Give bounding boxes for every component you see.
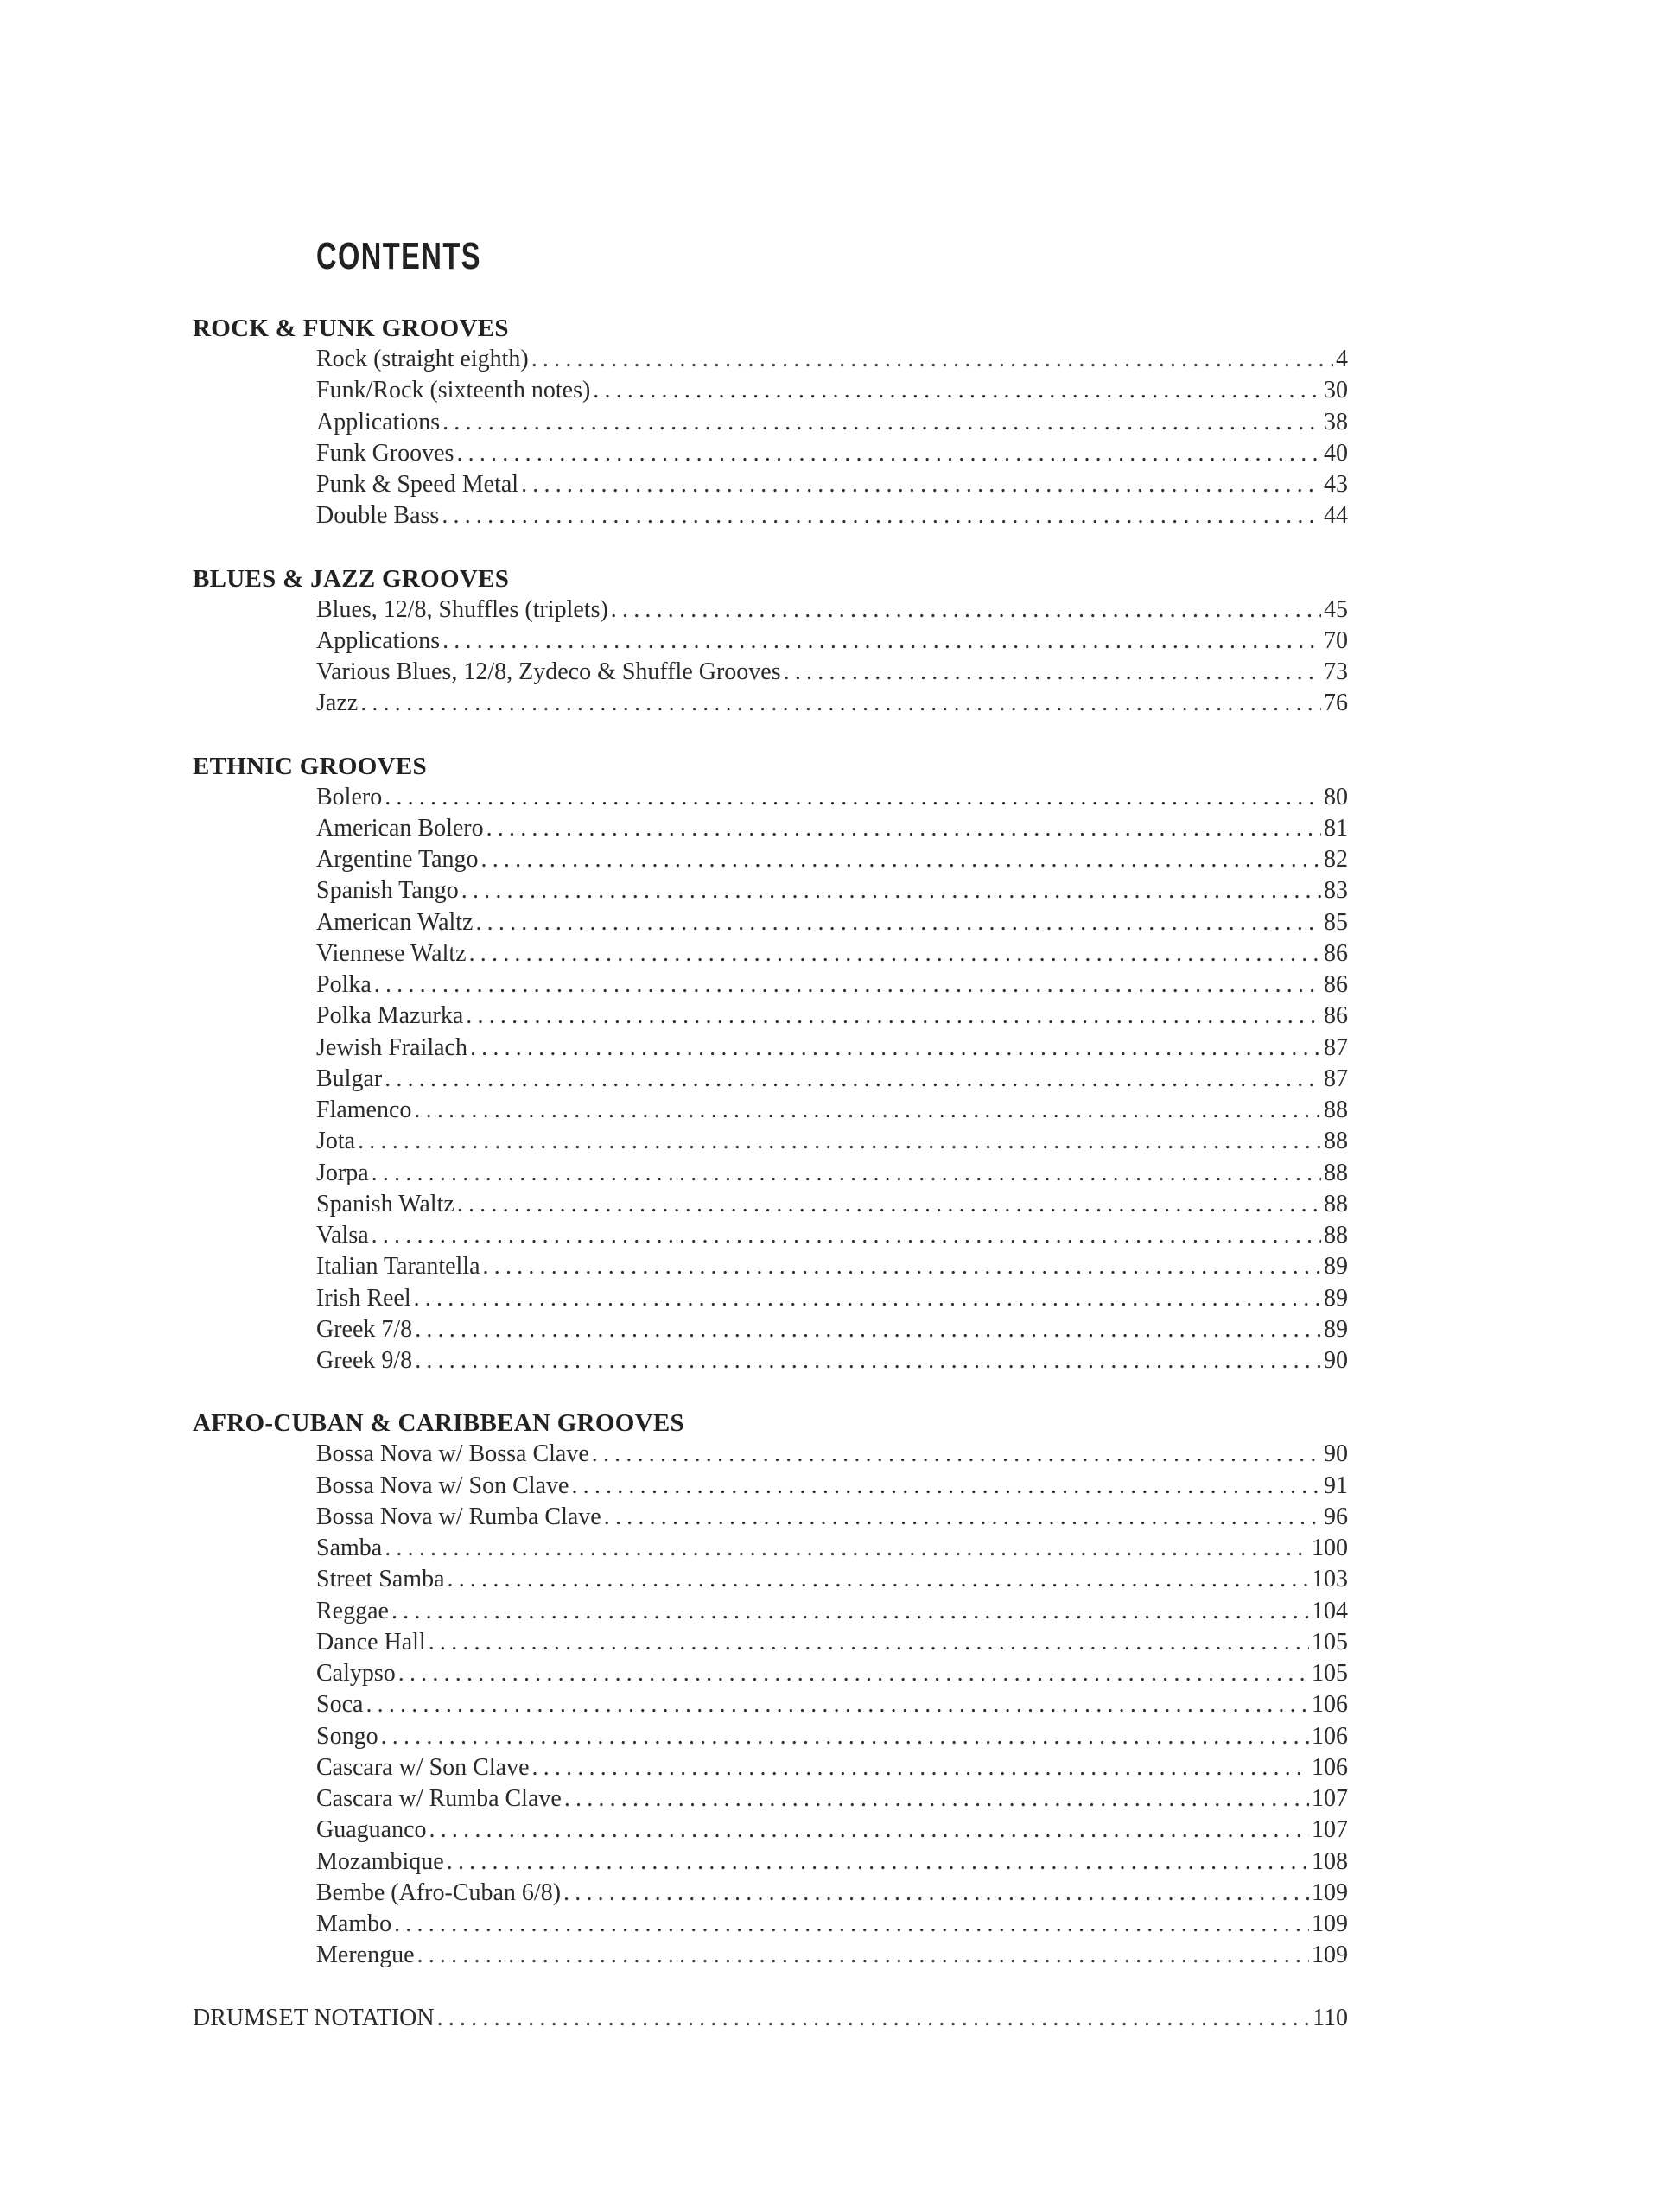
toc-entry-label: Polka Mazurka	[316, 1002, 464, 1030]
toc-entry[interactable]	[193, 1033, 1348, 1064]
toc-entry-page-number: 105	[1312, 1660, 1348, 1687]
toc-entry[interactable]	[193, 688, 1348, 719]
toc-section	[193, 1408, 1348, 1971]
toc-entry-page-number: 103	[1312, 1566, 1348, 1593]
dot-leader	[564, 1783, 1309, 1815]
toc-entry-label: Street Samba	[316, 1566, 445, 1593]
toc-entry[interactable]	[193, 657, 1348, 688]
dot-leader	[398, 1658, 1309, 1689]
toc-entry[interactable]	[193, 875, 1348, 906]
toc-entry-label: American Waltz	[316, 908, 474, 936]
section-heading: BLUES & JAZZ GROOVES	[193, 564, 510, 593]
toc-entry-page-number: 40	[1324, 439, 1348, 467]
toc-entry[interactable]	[193, 938, 1348, 969]
toc-entry-label: Mozambique	[316, 1847, 444, 1875]
toc-entry-label: DRUMSET NOTATION	[193, 2004, 435, 2031]
dot-leader	[611, 594, 1321, 626]
section-gap	[193, 1376, 1348, 1408]
toc-entry-label: Funk/Rock (sixteenth notes)	[316, 377, 591, 404]
toc-entry[interactable]	[193, 1627, 1348, 1658]
toc-entry-label: Soca	[316, 1691, 364, 1719]
toc-entry-label: Dance Hall	[316, 1628, 426, 1656]
dot-leader	[385, 1064, 1321, 1095]
toc-entry[interactable]	[193, 469, 1348, 500]
toc-entry[interactable]	[193, 907, 1348, 938]
toc-entry-page-number: 110	[1313, 2004, 1348, 2031]
toc-entry-label: Polka	[316, 971, 372, 998]
dot-leader	[414, 1283, 1321, 1314]
dot-leader	[365, 1689, 1309, 1720]
section-gap	[193, 1972, 1348, 2003]
toc-entry-label: Jorpa	[316, 1159, 369, 1186]
dot-leader	[437, 2003, 1310, 2034]
toc-entry-label: Double Bass	[316, 502, 440, 530]
toc-entry-label: Funk Grooves	[316, 439, 454, 467]
toc-entry-page-number: 88	[1324, 1128, 1348, 1155]
toc-entry-label: Calypso	[316, 1660, 396, 1687]
dot-leader	[604, 1502, 1321, 1533]
toc-entry-label: Merengue	[316, 1942, 415, 1969]
toc-entry-page-number: 107	[1312, 1785, 1348, 1812]
dot-leader	[372, 1158, 1321, 1189]
toc-entry-page-number: 109	[1312, 1878, 1348, 1906]
toc-entry-page-number: 109	[1312, 1942, 1348, 1969]
dot-leader	[470, 1033, 1321, 1064]
toc-entry-drumset-notation[interactable]	[193, 2003, 1348, 2034]
dot-leader	[447, 1847, 1309, 1878]
toc-entry-page-number: 81	[1324, 814, 1348, 842]
toc-entry[interactable]	[193, 782, 1348, 813]
toc-entry-label: Jewish Frailach	[316, 1033, 467, 1061]
dot-leader	[385, 1533, 1309, 1564]
toc-entry[interactable]	[193, 1502, 1348, 1533]
toc-entry[interactable]	[193, 375, 1348, 406]
dot-leader	[483, 1251, 1321, 1282]
toc-entry-page-number: 86	[1324, 971, 1348, 998]
toc-entry-page-number: 88	[1324, 1159, 1348, 1186]
dot-leader	[442, 407, 1321, 438]
toc-entry[interactable]	[193, 1909, 1348, 1940]
toc-entry-page-number: 38	[1324, 408, 1348, 435]
page-title: CONTENTS	[316, 235, 481, 277]
dot-leader	[391, 1596, 1309, 1627]
dot-leader	[385, 782, 1321, 813]
dot-leader	[592, 1439, 1321, 1470]
dot-leader	[442, 626, 1321, 657]
toc-entry-label: Bossa Nova w/ Son Clave	[316, 1471, 569, 1499]
toc-entry-label: Punk & Speed Metal	[316, 471, 519, 498]
toc-entry[interactable]	[193, 1001, 1348, 1032]
toc-entry-page-number: 82	[1324, 846, 1348, 873]
toc-entry-label: Bulgar	[316, 1065, 383, 1092]
section-heading: ROCK & FUNK GROOVES	[193, 315, 509, 342]
toc-entry-label: Reggae	[316, 1597, 389, 1624]
toc-entry-page-number: 88	[1324, 1096, 1348, 1123]
toc-entry-page-number: 89	[1324, 1284, 1348, 1312]
toc-entry[interactable]	[193, 1158, 1348, 1189]
section-heading: AFRO-CUBAN & CARIBBEAN GROOVES	[193, 1409, 684, 1438]
toc-entry-page-number: 91	[1324, 1471, 1348, 1499]
toc-entry-label: Argentine Tango	[316, 846, 479, 873]
toc-entry[interactable]	[193, 1439, 1348, 1470]
dot-leader	[381, 1721, 1309, 1752]
toc-entry-page-number: 4	[1336, 346, 1348, 372]
dot-leader	[571, 1471, 1321, 1502]
toc-entry-label: Various Blues, 12/8, Zydeco & Shuffle Grooves	[316, 658, 781, 685]
toc-entry-page-number: 104	[1312, 1597, 1348, 1624]
toc-entry[interactable]	[193, 1815, 1348, 1846]
toc-entry-page-number: 106	[1312, 1753, 1348, 1781]
toc-entry[interactable]	[193, 1752, 1348, 1783]
toc-entry-label: Songo	[316, 1722, 378, 1750]
toc-entry[interactable]	[193, 1189, 1348, 1220]
toc-entry[interactable]	[193, 1878, 1348, 1909]
dot-leader	[394, 1909, 1309, 1940]
toc-entry-page-number: 96	[1324, 1503, 1348, 1530]
toc-entry-page-number: 76	[1324, 690, 1348, 717]
toc-entry-label: Rock (straight eighth)	[316, 346, 529, 372]
toc-section	[193, 751, 1348, 1377]
section-gap	[193, 720, 1348, 751]
toc-entry-label: American Bolero	[316, 814, 484, 842]
toc-entry-label: Flamenco	[316, 1096, 412, 1123]
dot-leader	[532, 1752, 1310, 1783]
toc-entry[interactable]	[193, 1251, 1348, 1282]
dot-leader	[442, 500, 1321, 531]
dot-leader	[360, 688, 1321, 719]
toc-entry-page-number: 105	[1312, 1628, 1348, 1656]
toc-entry-page-number: 86	[1324, 1002, 1348, 1030]
dot-leader	[414, 1095, 1321, 1126]
toc-section	[193, 563, 1348, 720]
toc-entry-label: Greek 9/8	[316, 1347, 413, 1374]
dot-leader	[784, 657, 1321, 688]
toc-entry-page-number: 109	[1312, 1910, 1348, 1937]
toc-entry-label: Mambo	[316, 1910, 392, 1937]
toc-entry[interactable]	[193, 1126, 1348, 1157]
toc-entry-page-number: 73	[1324, 658, 1348, 685]
dot-leader	[415, 1314, 1321, 1345]
toc-entry-page-number: 70	[1324, 626, 1348, 654]
toc-entry-page-number: 100	[1312, 1535, 1348, 1561]
toc-entry[interactable]	[193, 1533, 1348, 1564]
toc-entry[interactable]	[193, 1220, 1348, 1251]
toc-entry[interactable]	[193, 1783, 1348, 1815]
toc-entry[interactable]	[193, 626, 1348, 657]
dot-leader	[475, 907, 1321, 938]
dot-leader	[429, 1627, 1309, 1658]
toc-entry-label: Cascara w/ Son Clave	[316, 1753, 530, 1781]
toc-entry-page-number: 89	[1324, 1315, 1348, 1343]
toc-entry[interactable]	[193, 1689, 1348, 1720]
toc-entry-label: Samba	[316, 1535, 383, 1561]
toc-entry-page-number: 106	[1312, 1691, 1348, 1719]
dot-leader	[457, 1189, 1321, 1220]
toc-entry-label: Greek 7/8	[316, 1315, 413, 1343]
toc-entry-label: Guaguanco	[316, 1816, 427, 1844]
dot-leader	[374, 969, 1321, 1001]
dot-leader	[521, 469, 1321, 500]
table-of-contents	[193, 313, 1348, 2034]
toc-entry[interactable]	[193, 1283, 1348, 1314]
toc-entry-page-number: 87	[1324, 1065, 1348, 1092]
toc-entry-label: Valsa	[316, 1222, 369, 1249]
dot-leader	[486, 813, 1321, 844]
toc-entry-page-number: 44	[1324, 502, 1348, 530]
dot-leader	[466, 1001, 1321, 1032]
dot-leader	[461, 875, 1321, 906]
toc-entry[interactable]	[193, 500, 1348, 531]
toc-entry-page-number: 88	[1324, 1190, 1348, 1217]
toc-entry-label: Italian Tarantella	[316, 1253, 480, 1281]
toc-entry-label: Jota	[316, 1128, 356, 1155]
dot-leader	[417, 1940, 1309, 1971]
toc-entry-label: Spanish Waltz	[316, 1190, 454, 1217]
dot-leader	[456, 438, 1321, 469]
toc-entry-page-number: 107	[1312, 1816, 1348, 1844]
toc-entry-page-number: 80	[1324, 783, 1348, 810]
dot-leader	[358, 1126, 1321, 1157]
toc-entry-page-number: 89	[1324, 1253, 1348, 1281]
toc-entry-label: Irish Reel	[316, 1284, 411, 1312]
toc-entry-label: Blues, 12/8, Shuffles (triplets)	[316, 595, 608, 623]
toc-entry[interactable]	[193, 407, 1348, 438]
dot-leader	[429, 1815, 1309, 1846]
dot-leader	[372, 1220, 1321, 1251]
toc-entry[interactable]	[193, 1940, 1348, 1971]
toc-entry[interactable]	[193, 344, 1348, 375]
toc-entry[interactable]	[193, 1345, 1348, 1376]
toc-entry-label: Spanish Tango	[316, 877, 459, 905]
toc-entry-label: Viennese Waltz	[316, 939, 467, 967]
toc-entry[interactable]	[193, 1658, 1348, 1689]
toc-entry-page-number: 43	[1324, 471, 1348, 498]
toc-entry-page-number: 106	[1312, 1722, 1348, 1750]
toc-entry[interactable]	[193, 1596, 1348, 1627]
toc-entry-page-number: 108	[1312, 1847, 1348, 1875]
section-gap	[193, 532, 1348, 563]
toc-sections	[193, 313, 1348, 1972]
toc-entry-page-number: 90	[1324, 1347, 1348, 1374]
dot-leader	[481, 844, 1321, 875]
dot-leader	[593, 375, 1321, 406]
section-heading: ETHNIC GROOVES	[193, 752, 427, 780]
toc-entry-page-number: 85	[1324, 908, 1348, 936]
toc-entry-page-number: 87	[1324, 1033, 1348, 1061]
toc-entry-label: Bossa Nova w/ Bossa Clave	[316, 1440, 589, 1468]
toc-entry[interactable]	[193, 1314, 1348, 1345]
toc-entry-page-number: 30	[1324, 377, 1348, 404]
toc-entry[interactable]	[193, 438, 1348, 469]
toc-entry-label: Applications	[316, 626, 441, 654]
toc-entry-label: Applications	[316, 408, 441, 435]
toc-entry[interactable]	[193, 1064, 1348, 1095]
dot-leader	[415, 1345, 1321, 1376]
toc-entry-label: Cascara w/ Rumba Clave	[316, 1785, 562, 1812]
toc-entry-label: Bembe (Afro-Cuban 6/8)	[316, 1878, 562, 1906]
toc-entry[interactable]	[193, 1721, 1348, 1752]
toc-entry-label: Bolero	[316, 783, 383, 810]
toc-entry-label: Bossa Nova w/ Rumba Clave	[316, 1503, 601, 1530]
toc-entry-page-number: 86	[1324, 939, 1348, 967]
toc-entry-page-number: 45	[1324, 595, 1348, 623]
toc-entry[interactable]	[193, 1847, 1348, 1878]
dot-leader	[469, 938, 1321, 969]
dot-leader	[531, 344, 1333, 375]
toc-section	[193, 313, 1348, 532]
toc-entry[interactable]	[193, 813, 1348, 844]
toc-entry[interactable]	[193, 1564, 1348, 1595]
dot-leader	[563, 1878, 1309, 1909]
dot-leader	[448, 1564, 1309, 1595]
toc-entry-page-number: 83	[1324, 877, 1348, 905]
toc-entry-page-number: 90	[1324, 1440, 1348, 1468]
toc-entry[interactable]	[193, 969, 1348, 1001]
toc-entry[interactable]	[193, 844, 1348, 875]
toc-entry[interactable]	[193, 1471, 1348, 1502]
toc-entry-page-number: 88	[1324, 1222, 1348, 1249]
toc-entry[interactable]	[193, 1095, 1348, 1126]
toc-entry[interactable]	[193, 594, 1348, 626]
toc-entry-label: Jazz	[316, 690, 359, 717]
